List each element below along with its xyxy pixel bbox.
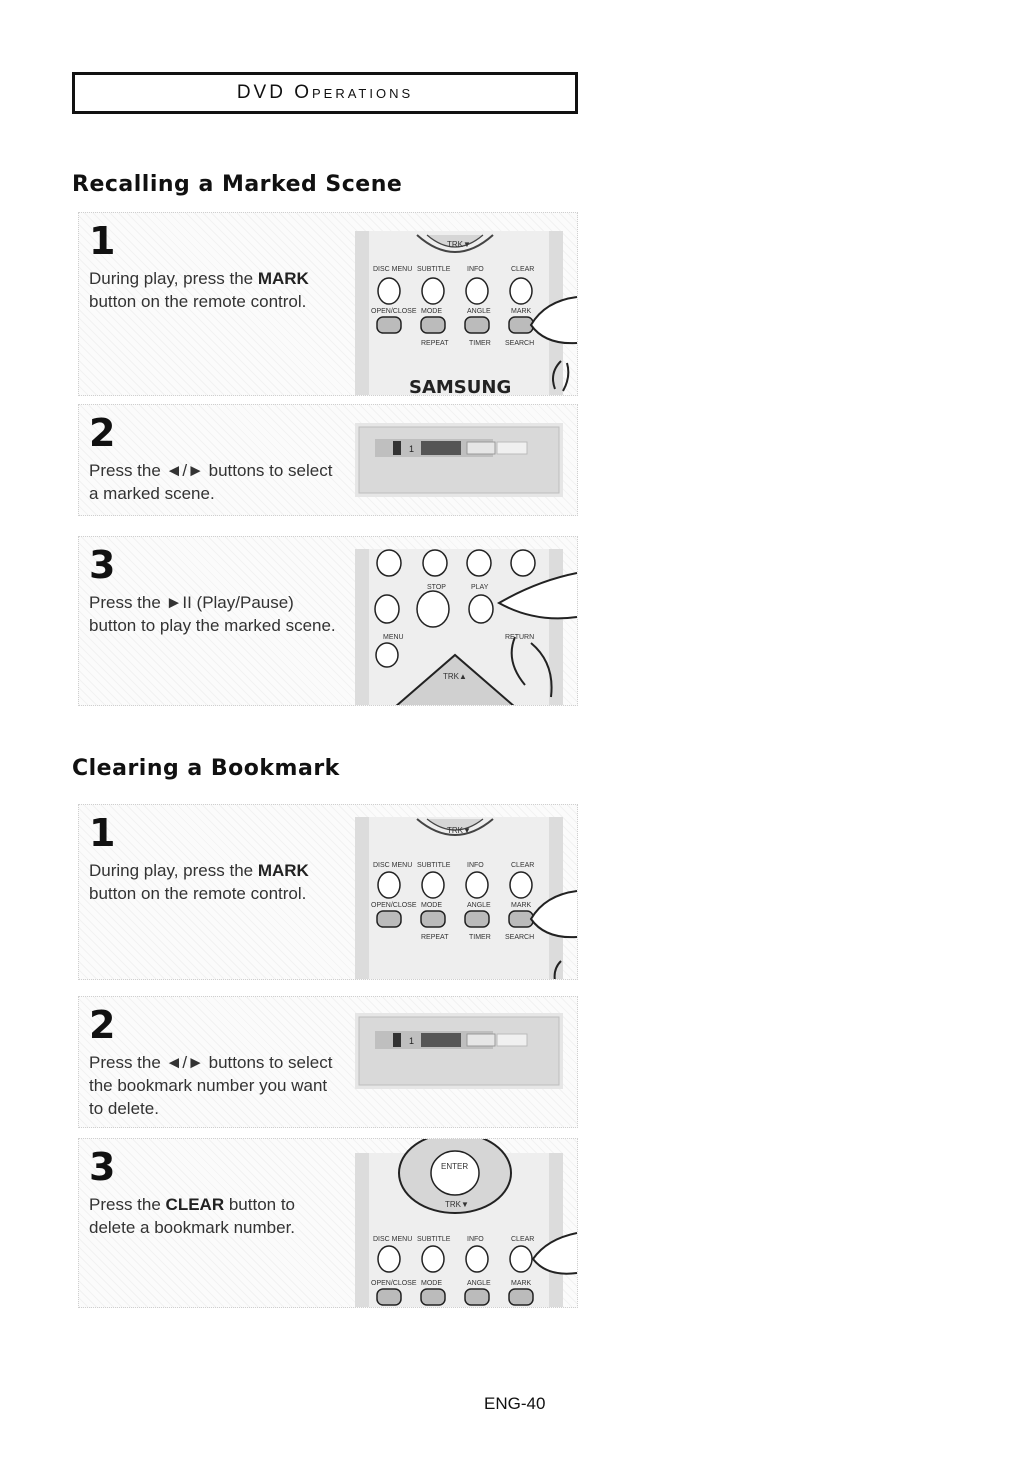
svg-text:ANGLE: ANGLE [467,1280,491,1287]
svg-text:TRK▲: TRK▲ [443,672,467,681]
svg-text:DISC MENU: DISC MENU [373,862,413,869]
svg-text:SUBTITLE: SUBTITLE [417,862,451,869]
step-instruction: During play, press the MARK button on the remote control. [89,861,309,903]
svg-text:OPEN/CLOSE: OPEN/CLOSE [371,308,417,315]
step-number: 2 [89,1003,116,1047]
step-recall-2 [78,404,578,516]
svg-text:OPEN/CLOSE: OPEN/CLOSE [371,902,417,909]
svg-text:CLEAR: CLEAR [511,862,535,869]
step-clear-2 [78,996,578,1128]
remote-mark-button-illustration [355,213,577,395]
step-number: 1 [89,811,116,855]
svg-text:SUBTITLE: SUBTITLE [417,1236,451,1243]
svg-text:INFO: INFO [467,862,484,869]
svg-text:RETURN: RETURN [505,634,535,641]
step-number: 3 [89,1145,116,1189]
svg-text:SEARCH: SEARCH [505,340,535,347]
svg-text:ENTER: ENTER [441,1162,469,1171]
step-clear-3 [78,1138,578,1308]
step-number: 1 [89,219,116,263]
section-title-clearing: Clearing a Bookmark [72,756,340,781]
step-clear-1 [78,804,578,980]
step-instruction: Press the CLEAR button to delete a bookmark number. [89,1195,296,1237]
step-recall-3 [78,536,578,706]
svg-text:INFO: INFO [467,266,484,273]
svg-text:ANGLE: ANGLE [467,902,491,909]
svg-text:1: 1 [409,444,415,454]
remote-clear-button-illustration [355,1139,577,1307]
remote-mark-button-illustration [355,805,577,979]
section-header-title: DVD Operations [236,82,414,103]
svg-text:TRK▼: TRK▼ [447,240,471,249]
svg-text:REPEAT: REPEAT [421,340,449,347]
section-header-box [72,72,578,114]
svg-text:SUBTITLE: SUBTITLE [417,266,451,273]
svg-text:MARK: MARK [511,308,532,315]
svg-text:DISC MENU: DISC MENU [373,1236,413,1243]
svg-text:PLAY: PLAY [471,584,489,591]
svg-text:CLEAR: CLEAR [511,1236,535,1243]
svg-text:ANGLE: ANGLE [467,308,491,315]
bookmark-bar-illustration [355,405,577,515]
step-recall-1 [78,212,578,396]
step-number: 3 [89,543,116,587]
svg-text:1: 1 [409,1036,415,1046]
svg-text:TRK▼: TRK▼ [445,1200,469,1209]
svg-text:TIMER: TIMER [469,934,491,941]
svg-text:SEARCH: SEARCH [505,934,535,941]
step-instruction: Press the ◄/► buttons to select a marked scene. [89,461,333,503]
svg-text:STOP: STOP [427,584,446,591]
page-number: ENG-40 [484,1394,546,1413]
svg-text:INFO: INFO [467,1236,484,1243]
svg-text:TIMER: TIMER [469,340,491,347]
svg-text:MODE: MODE [421,902,442,909]
svg-text:MODE: MODE [421,1280,442,1287]
section-title-recalling: Recalling a Marked Scene [72,172,403,197]
svg-text:OPEN/CLOSE: OPEN/CLOSE [371,1280,417,1287]
svg-text:MARK: MARK [511,1280,532,1287]
step-instruction: During play, press the MARK button on the remote control. [89,269,309,311]
svg-text:DISC MENU: DISC MENU [373,266,413,273]
svg-text:SAMSUNG: SAMSUNG [409,377,512,395]
svg-text:CLEAR: CLEAR [511,266,535,273]
svg-text:REPEAT: REPEAT [421,934,449,941]
step-instruction: Press the ►II (Play/Pause) button to play the marked scene. [89,593,336,635]
svg-text:MENU: MENU [383,634,404,641]
remote-play-pause-illustration [355,537,577,705]
svg-text:MARK: MARK [511,902,532,909]
svg-text:TRK▼: TRK▼ [447,826,471,835]
step-instruction: Press the ◄/► buttons to select the bookmark number you want to delete. [89,1053,333,1118]
bookmark-bar-illustration [355,997,577,1127]
step-number: 2 [89,411,116,455]
svg-text:MODE: MODE [421,308,442,315]
